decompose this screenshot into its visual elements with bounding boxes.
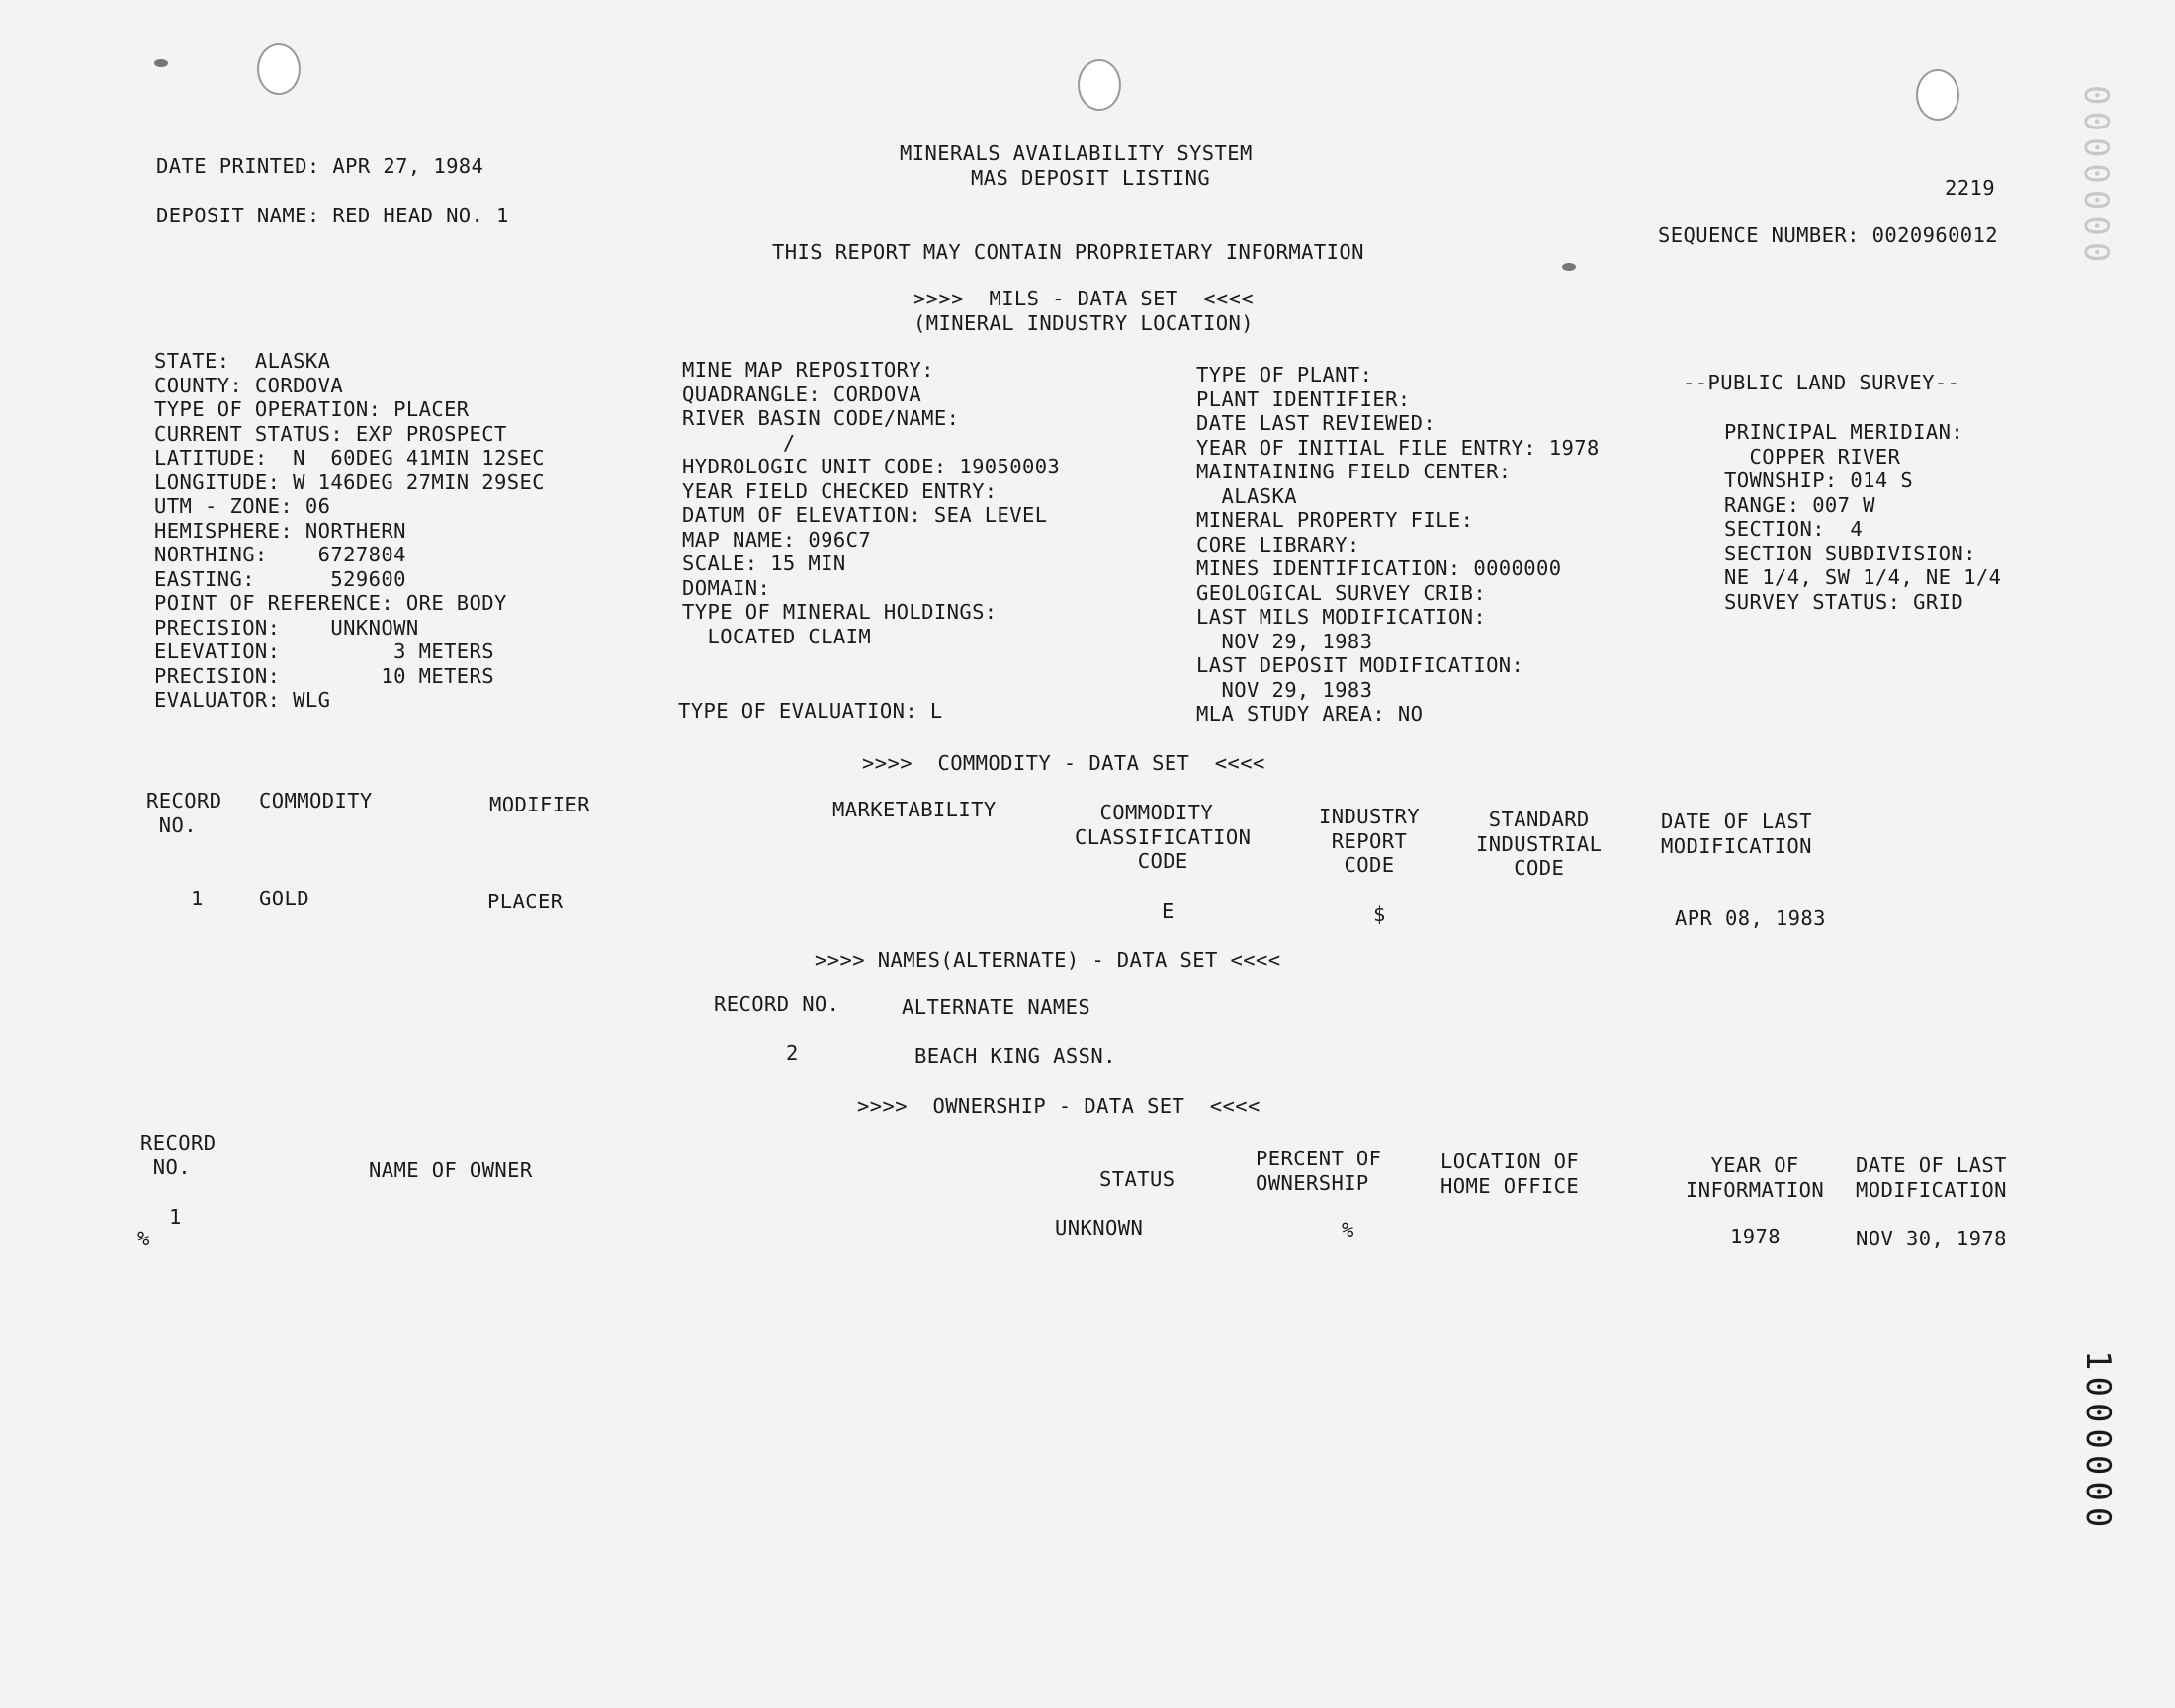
field-line: NORTHING: 6727804 xyxy=(154,543,406,566)
field-line: YEAR FIELD CHECKED ENTRY: xyxy=(682,478,998,503)
field-line: LAST DEPOSIT MODIFICATION: xyxy=(1196,653,1524,677)
field-line: MINE MAP REPOSITORY: xyxy=(682,358,934,382)
date-printed: DATE PRINTED: APR 27, 1984 xyxy=(156,154,484,178)
col-header-year-of-information: YEAR OF INFORMATION xyxy=(1686,1153,1825,1202)
field-line: MAINTAINING FIELD CENTER: xyxy=(1196,460,1512,483)
field-line: LOCATED CLAIM xyxy=(682,624,872,648)
field-line: RIVER BASIN CODE/NAME: xyxy=(682,406,960,430)
sequence-number: SEQUENCE NUMBER: 0020960012 xyxy=(1658,223,1999,247)
cell-modifier: PLACER xyxy=(487,890,564,913)
field-line: RANGE: 007 W xyxy=(1724,492,1875,517)
type-of-evaluation: TYPE OF EVALUATION: L xyxy=(678,699,943,723)
field-line: HEMISPHERE: NORTHERN xyxy=(154,518,406,543)
col-header-record-no: RECORD NO. xyxy=(140,1131,217,1179)
mils-subheading: (MINERAL INDUSTRY LOCATION) xyxy=(914,311,1255,335)
punch-hole-right xyxy=(1916,69,1959,121)
col-header-date-modification: DATE OF LAST MODIFICATION xyxy=(1661,810,1812,858)
public-land-survey-heading: --PUBLIC LAND SURVEY-- xyxy=(1683,371,1960,394)
cell-year-of-information: 1978 xyxy=(1730,1225,1781,1248)
field-line: YEAR OF INITIAL FILE ENTRY: 1978 xyxy=(1196,435,1600,460)
col-header-percent-ownership: PERCENT OF OWNERSHIP xyxy=(1256,1147,1382,1195)
field-line: SCALE: 15 MIN xyxy=(682,552,846,575)
deposit-name: DEPOSIT NAME: RED HEAD NO. 1 xyxy=(156,204,509,227)
field-line: SURVEY STATUS: GRID xyxy=(1724,589,1964,614)
field-line: LATITUDE: N 60DEG 41MIN 12SEC xyxy=(154,446,546,470)
field-line: MAP NAME: 096C7 xyxy=(682,527,872,552)
field-line: SECTION: 4 xyxy=(1724,517,1864,541)
cell-record-no: 2 xyxy=(786,1041,799,1065)
field-line: TYPE OF MINERAL HOLDINGS: xyxy=(682,600,998,624)
field-line: QUADRANGLE: CORDOVA xyxy=(682,382,922,406)
cell-classification: E xyxy=(1162,899,1174,923)
col-header-commodity: COMMODITY xyxy=(259,789,373,812)
col-header-industry-report: INDUSTRY REPORT CODE xyxy=(1319,805,1420,877)
cell-status: UNKNOWN xyxy=(1055,1216,1144,1239)
col-header-status: STATUS xyxy=(1099,1167,1175,1191)
proprietary-notice: THIS REPORT MAY CONTAIN PROPRIETARY INFORMATION xyxy=(772,240,1364,264)
mils-heading: >>>> MILS - DATA SET <<<< xyxy=(914,287,1255,310)
cell-record-no: 1 xyxy=(169,1205,182,1229)
field-line: NOV 29, 1983 xyxy=(1196,677,1373,702)
col-header-marketability: MARKETABILITY xyxy=(832,798,997,821)
col-header-name-of-owner: NAME OF OWNER xyxy=(369,1158,533,1182)
col-header-home-office: LOCATION OF HOME OFFICE xyxy=(1440,1150,1580,1198)
field-line: STATE: ALASKA xyxy=(154,349,331,373)
field-line: TYPE OF OPERATION: PLACER xyxy=(154,397,470,421)
col-header-modifier: MODIFIER xyxy=(489,793,590,816)
field-line: MLA STUDY AREA: NO xyxy=(1196,702,1424,726)
field-line: EVALUATOR: WLG xyxy=(154,688,331,712)
col-header-record-no: RECORD NO. xyxy=(714,992,840,1016)
field-line: DATUM OF ELEVATION: SEA LEVEL xyxy=(682,503,1048,527)
field-line: HYDROLOGIC UNIT CODE: 19050003 xyxy=(682,455,1061,478)
field-line: MINES IDENTIFICATION: 0000000 xyxy=(1196,556,1562,580)
system-title: MINERALS AVAILABILITY SYSTEM xyxy=(900,141,1253,165)
field-line: LAST MILS MODIFICATION: xyxy=(1196,605,1487,629)
field-line: SECTION SUBDIVISION: xyxy=(1724,541,1976,565)
field-line: PRINCIPAL MERIDIAN: xyxy=(1724,420,1964,444)
field-line: COUNTY: CORDOVA xyxy=(154,373,344,397)
field-line: DATE LAST REVIEWED: xyxy=(1196,411,1436,435)
field-line: CORE LIBRARY: xyxy=(1196,532,1360,556)
cell-date-modification: APR 08, 1983 xyxy=(1675,906,1826,930)
punch-hole-center xyxy=(1078,59,1121,111)
ink-smudge xyxy=(1562,263,1576,271)
names-heading: >>>> NAMES(ALTERNATE) - DATA SET <<<< xyxy=(815,948,1281,972)
field-line: ELEVATION: 3 METERS xyxy=(154,640,495,663)
field-line: NE 1/4, SW 1/4, NE 1/4 xyxy=(1724,565,2002,589)
cell-commodity: GOLD xyxy=(259,887,309,910)
col-header-classification: COMMODITY CLASSIFICATION CODE xyxy=(1075,801,1252,873)
field-line: ALASKA xyxy=(1196,483,1297,508)
col-header-alternate-names: ALTERNATE NAMES xyxy=(902,995,1091,1019)
field-line: COPPER RIVER xyxy=(1724,444,1901,469)
col-header-record-no: RECORD NO. xyxy=(146,789,222,837)
col-header-date-modification: DATE OF LAST MODIFICATION xyxy=(1856,1153,2007,1202)
cell-alternate-name: BEACH KING ASSN. xyxy=(914,1044,1116,1068)
margin-stamp-bottom: 1000000 xyxy=(2078,1350,2118,1534)
field-line: TYPE OF PLANT: xyxy=(1196,363,1373,386)
cell-percent-ownership: % xyxy=(1342,1218,1354,1241)
ink-smudge xyxy=(154,59,168,67)
field-line: EASTING: 529600 xyxy=(154,566,406,591)
commodity-heading: >>>> COMMODITY - DATA SET <<<< xyxy=(862,751,1265,775)
cell-date-modification: NOV 30, 1978 xyxy=(1856,1227,2007,1250)
field-line: PLANT IDENTIFIER: xyxy=(1196,386,1411,411)
field-line: MINERAL PROPERTY FILE: xyxy=(1196,508,1474,532)
field-line: PRECISION: UNKNOWN xyxy=(154,615,419,640)
punch-hole-left xyxy=(257,43,301,95)
margin-stamp-top: 0000000 xyxy=(2076,85,2116,269)
listing-title: MAS DEPOSIT LISTING xyxy=(971,166,1211,190)
field-line: CURRENT STATUS: EXP PROSPECT xyxy=(154,421,507,446)
field-line: LONGITUDE: W 146DEG 27MIN 29SEC xyxy=(154,470,546,494)
cell-percent-marker: % xyxy=(137,1227,150,1250)
field-line: NOV 29, 1983 xyxy=(1196,629,1373,653)
cell-industry-code: $ xyxy=(1373,902,1386,926)
field-line: POINT OF REFERENCE: ORE BODY xyxy=(154,591,507,615)
ownership-heading: >>>> OWNERSHIP - DATA SET <<<< xyxy=(857,1094,1261,1118)
page-number: 2219 xyxy=(1945,176,1995,200)
field-line: GEOLOGICAL SURVEY CRIB: xyxy=(1196,580,1487,605)
field-line: TOWNSHIP: 014 S xyxy=(1724,469,1914,492)
field-line: PRECISION: 10 METERS xyxy=(154,663,495,688)
field-line: DOMAIN: xyxy=(682,575,771,600)
col-header-sic: STANDARD INDUSTRIAL CODE xyxy=(1476,808,1603,880)
field-line: / xyxy=(682,430,796,455)
field-line: UTM - ZONE: 06 xyxy=(154,494,331,518)
cell-record-no: 1 xyxy=(191,887,204,910)
